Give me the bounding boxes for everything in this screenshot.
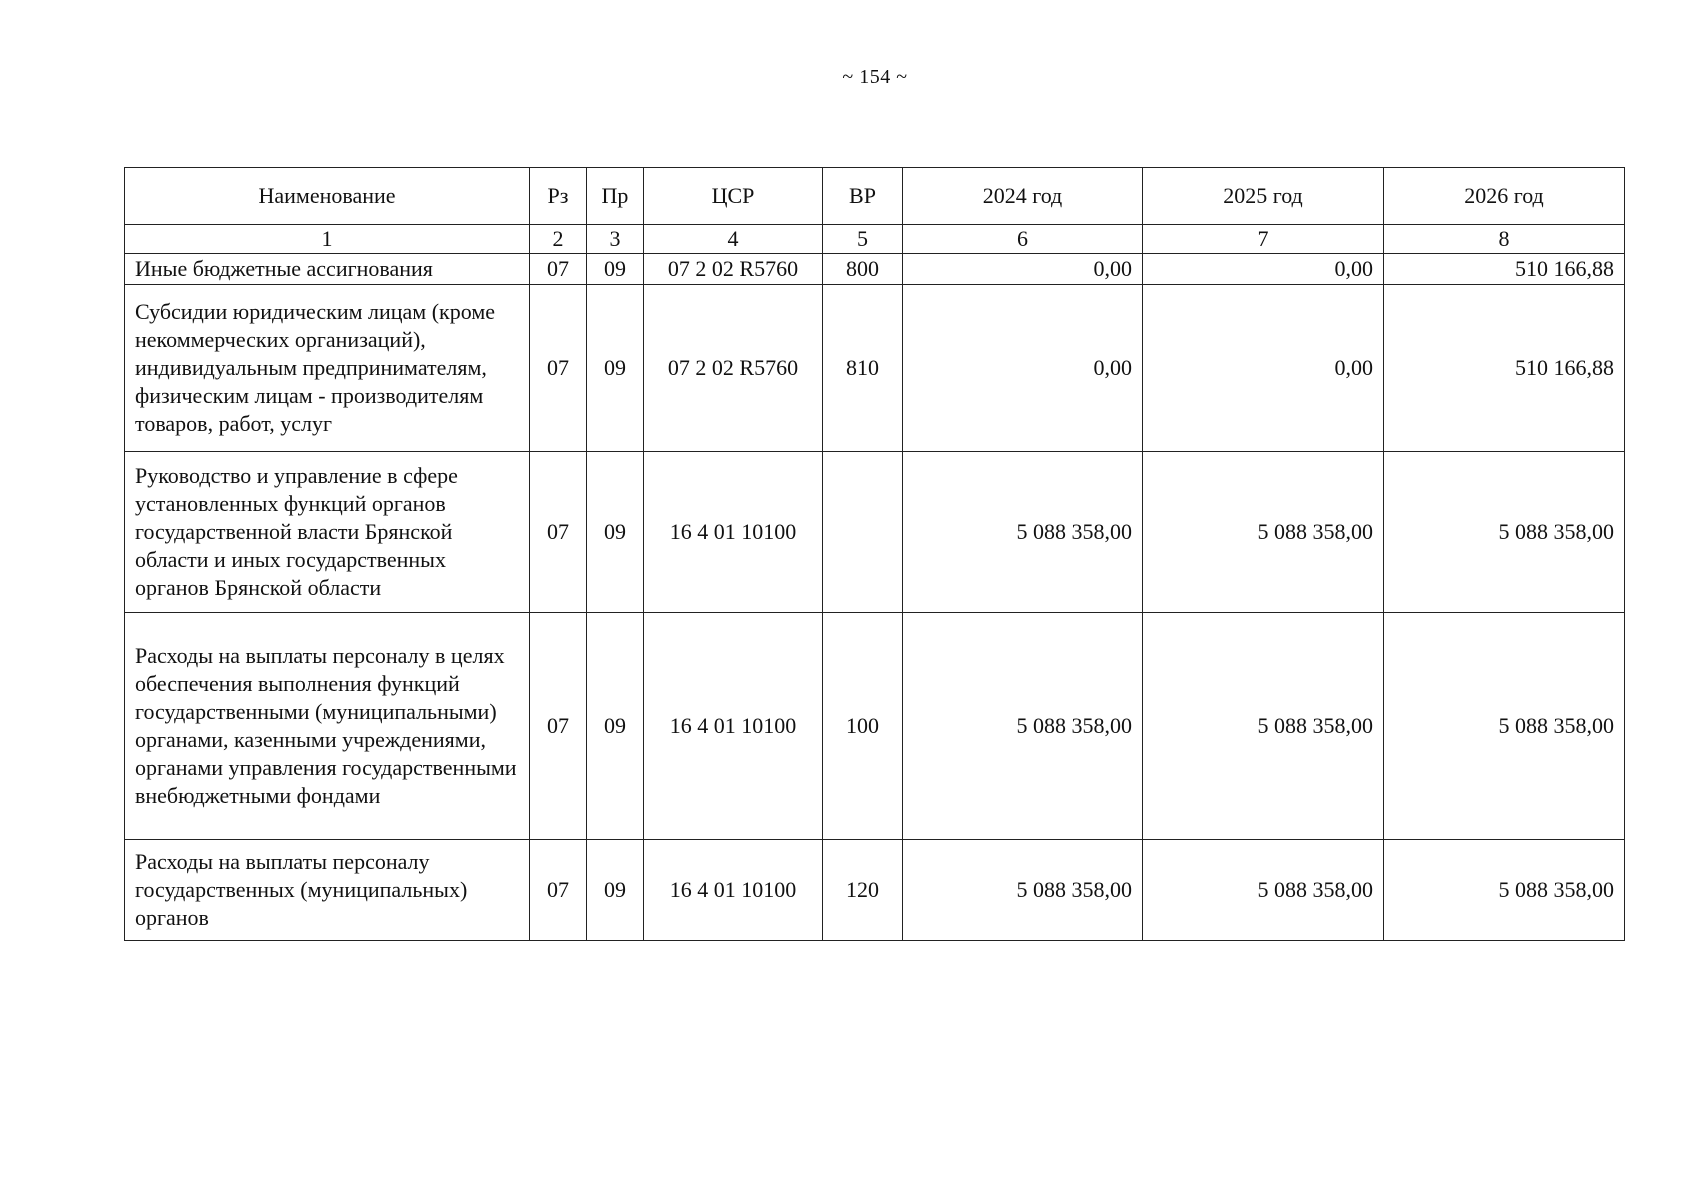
cell-vr xyxy=(823,452,903,613)
column-number: 8 xyxy=(1384,225,1625,254)
cell-2025: 0,00 xyxy=(1143,254,1384,285)
header-csr: ЦСР xyxy=(644,168,823,225)
cell-2024: 0,00 xyxy=(903,254,1143,285)
budget-table xyxy=(124,167,1625,941)
cell-csr: 07 2 02 R5760 xyxy=(644,254,823,285)
table-row xyxy=(125,254,1625,285)
column-number-row xyxy=(125,225,1625,254)
cell-2025: 5 088 358,00 xyxy=(1143,613,1384,840)
column-number: 2 xyxy=(530,225,587,254)
column-number: 4 xyxy=(644,225,823,254)
cell-name: Иные бюджетные ассигнования xyxy=(125,254,530,285)
header-2025: 2025 год xyxy=(1143,168,1384,225)
page-number: ~ 154 ~ xyxy=(842,66,908,88)
cell-2025: 5 088 358,00 xyxy=(1143,840,1384,941)
header-vr: ВР xyxy=(823,168,903,225)
column-number: 6 xyxy=(903,225,1143,254)
cell-pr: 09 xyxy=(587,613,644,840)
cell-rz: 07 xyxy=(530,452,587,613)
cell-csr: 16 4 01 10100 xyxy=(644,840,823,941)
cell-2026: 510 166,88 xyxy=(1384,285,1625,452)
cell-2026: 510 166,88 xyxy=(1384,254,1625,285)
cell-pr: 09 xyxy=(587,285,644,452)
header-2024: 2024 год xyxy=(903,168,1143,225)
cell-csr: 16 4 01 10100 xyxy=(644,452,823,613)
cell-vr: 100 xyxy=(823,613,903,840)
cell-name: Субсидии юридическим лицам (кроме некоммерческих организаций), индивидуальным предпринимателям, физическим лицам - производителям товаров, работ, услуг xyxy=(125,285,530,452)
table-row xyxy=(125,840,1625,941)
cell-rz: 07 xyxy=(530,840,587,941)
cell-pr: 09 xyxy=(587,254,644,285)
cell-name: Руководство и управление в сфере установленных функций органов государственной власти Брянской области и иных государственных органов Брянской области xyxy=(125,452,530,613)
cell-vr: 120 xyxy=(823,840,903,941)
cell-2026: 5 088 358,00 xyxy=(1384,452,1625,613)
table-row xyxy=(125,452,1625,613)
table-row xyxy=(125,613,1625,840)
cell-name: Расходы на выплаты персоналу государственных (муниципальных) органов xyxy=(125,840,530,941)
cell-rz: 07 xyxy=(530,613,587,840)
column-number: 5 xyxy=(823,225,903,254)
header-2026: 2026 год xyxy=(1384,168,1625,225)
table-header-row xyxy=(125,168,1625,225)
cell-csr: 16 4 01 10100 xyxy=(644,613,823,840)
cell-csr: 07 2 02 R5760 xyxy=(644,285,823,452)
cell-rz: 07 xyxy=(530,254,587,285)
header-rz: Рз xyxy=(530,168,587,225)
header-name: Наименование xyxy=(125,168,530,225)
cell-2024: 5 088 358,00 xyxy=(903,452,1143,613)
cell-2026: 5 088 358,00 xyxy=(1384,840,1625,941)
cell-2024: 5 088 358,00 xyxy=(903,840,1143,941)
cell-vr: 800 xyxy=(823,254,903,285)
cell-2024: 0,00 xyxy=(903,285,1143,452)
cell-pr: 09 xyxy=(587,840,644,941)
header-pr: Пр xyxy=(587,168,644,225)
cell-2025: 0,00 xyxy=(1143,285,1384,452)
cell-rz: 07 xyxy=(530,285,587,452)
cell-name: Расходы на выплаты персоналу в целях обеспечения выполнения функций государственными (муниципальными) органами, казенными учреждениями, органами управления государственными внебюджетными фондами xyxy=(125,613,530,840)
column-number: 1 xyxy=(125,225,530,254)
cell-2025: 5 088 358,00 xyxy=(1143,452,1384,613)
cell-2024: 5 088 358,00 xyxy=(903,613,1143,840)
cell-2026: 5 088 358,00 xyxy=(1384,613,1625,840)
column-number: 3 xyxy=(587,225,644,254)
cell-pr: 09 xyxy=(587,452,644,613)
table-row xyxy=(125,285,1625,452)
column-number: 7 xyxy=(1143,225,1384,254)
cell-vr: 810 xyxy=(823,285,903,452)
